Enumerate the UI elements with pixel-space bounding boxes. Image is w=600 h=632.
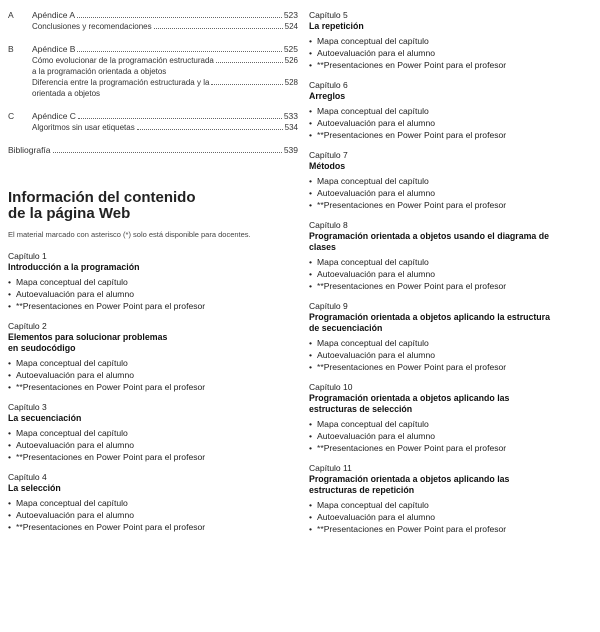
resource-label: Mapa conceptual del capítulo [317,257,429,267]
chapter-title [8,262,298,273]
resource-item [309,199,597,211]
resource-item [309,499,597,511]
chapter-block [309,150,597,211]
subsection-row [8,77,298,99]
resource-label: Autoevaluación para el alumno [16,370,135,380]
chapter-resources [309,337,597,373]
chapter-number: Capítulo 1 [8,251,47,261]
resource-label: Mapa conceptual del capítulo [317,36,429,46]
resource-label: Autoevaluación para el alumno [16,440,135,450]
bullet-icon: • [309,431,313,441]
subsection-page: 524 [284,22,298,31]
resource-item [309,129,597,141]
bullet-icon: • [309,338,313,348]
resource-label: **Presentaciones en Power Point para el profesor [317,200,507,210]
dot-leader [137,129,283,130]
resource-item [8,357,298,369]
chapter-block [8,472,298,533]
dot-leader [154,28,283,29]
bullet-icon: • [309,443,313,453]
subsection-title-line: Algoritmos sin usar etiquetas [32,123,135,132]
chapter-block [309,10,597,71]
bullet-icon: • [309,524,313,534]
chapter-title [8,413,298,424]
resource-label: **Presentaciones en Power Point para el profesor [16,452,206,462]
web-title-line-2: de la página Web [8,205,131,222]
chapter-number: Capítulo 8 [309,220,348,230]
chapter-title-line: Métodos [309,161,346,171]
resource-label: Autoevaluación para el alumno [317,512,436,522]
resource-item [309,35,597,47]
subsection-title-line: a la programación orientada a objetos [32,67,167,76]
bullet-icon: • [309,188,313,198]
resource-label: **Presentaciones en Power Point para el profesor [317,60,507,70]
subsection-title [32,77,209,99]
bullet-icon: • [309,106,313,116]
appendix-row [8,44,298,55]
chapter-title-line: Programación orientada a objetos usando el diagrama de [309,231,550,241]
resource-label: Mapa conceptual del capítulo [317,500,429,510]
chapter-title-line: Programación orientada a objetos aplicando las [309,393,510,403]
chapter-block [309,220,597,292]
resource-label: Mapa conceptual del capítulo [16,498,128,508]
chapter-block [8,402,298,463]
resource-item [309,59,597,71]
resource-item [8,497,298,509]
resource-item [309,187,597,199]
chapter-block [8,251,298,312]
resource-label: **Presentaciones en Power Point para el profesor [317,130,507,140]
chapters-left-list [8,251,298,533]
chapter-resources [309,499,597,535]
subsection-page: 534 [284,123,298,132]
appendix-entry [8,44,298,99]
bullet-icon: • [309,130,313,140]
chapter-resources [309,256,597,292]
chapter-block [8,321,298,393]
appendix-title: Apéndice A [32,10,76,20]
bullet-icon: • [8,370,12,380]
resource-item [309,523,597,535]
resource-label: **Presentaciones en Power Point para el profesor [16,301,206,311]
chapter-resources [8,276,298,312]
resource-label: Autoevaluación para el alumno [317,350,436,360]
appendix-page: 533 [283,111,298,121]
resource-label: **Presentaciones en Power Point para el profesor [16,522,206,532]
chapter-title [8,483,298,494]
resource-item [8,288,298,300]
appendix-letter: C [8,111,15,121]
chapter-resources [8,497,298,533]
bullet-icon: • [8,301,12,311]
appendix-page: 525 [283,44,298,54]
resource-item [8,439,298,451]
chapter-number: Capítulo 5 [309,10,348,20]
subsection-title [32,21,152,32]
resource-item [8,509,298,521]
web-section-title [8,190,298,222]
bullet-icon: • [309,362,313,372]
chapter-title-line: en seudocódigo [8,343,76,353]
chapter-resources [309,35,597,71]
bullet-icon: • [8,382,12,392]
chapter-title-line: La repetición [309,21,364,31]
bullet-icon: • [8,522,12,532]
resource-label: Autoevaluación para el alumno [16,510,135,520]
chapter-resources [309,105,597,141]
resource-label: Autoevaluación para el alumno [16,289,135,299]
bullet-icon: • [309,419,313,429]
bullet-icon: • [8,289,12,299]
chapter-resources [8,357,298,393]
resource-label: Autoevaluación para el alumno [317,269,436,279]
chapter-resources [309,175,597,211]
chapter-number: Capítulo 7 [309,150,348,160]
chapter-block [309,463,597,535]
bullet-icon: • [8,510,12,520]
chapter-number: Capítulo 4 [8,472,47,482]
subsection-row [8,55,298,77]
resource-item [309,47,597,59]
resource-item [8,427,298,439]
bullet-icon: • [309,60,313,70]
dot-leader [77,51,281,52]
bullet-icon: • [8,277,12,287]
chapter-number: Capítulo 10 [309,382,353,392]
resource-item [309,105,597,117]
resource-item [8,369,298,381]
resource-item [309,418,597,430]
bullet-icon: • [309,500,313,510]
resource-item [8,276,298,288]
bibliography-page: 539 [283,145,298,155]
resource-item [8,300,298,312]
chapter-resources [8,427,298,463]
bullet-icon: • [309,200,313,210]
resource-label: Mapa conceptual del capítulo [16,428,128,438]
chapter-title-line: La selección [8,483,61,493]
resource-item [8,451,298,463]
bullet-icon: • [8,440,12,450]
resource-label: **Presentaciones en Power Point para el profesor [317,524,507,534]
bullet-icon: • [309,36,313,46]
bullet-icon: • [309,281,313,291]
resource-label: **Presentaciones en Power Point para el profesor [317,443,507,453]
chapter-number: Capítulo 11 [309,463,352,473]
chapter-resources [309,418,597,454]
resource-label: Mapa conceptual del capítulo [317,176,429,186]
dot-leader [211,84,282,85]
resource-item [8,381,298,393]
chapter-title-line: de secuenciación [309,323,383,333]
resource-item [309,268,597,280]
bullet-icon: • [309,350,313,360]
appendix-letter: B [8,44,14,54]
resource-item [309,430,597,442]
web-section-note: El material marcado con asterisco (*) solo está disponible para docentes. [8,230,251,239]
resource-label: Mapa conceptual del capítulo [317,419,429,429]
bullet-icon: • [8,498,12,508]
resource-item [309,256,597,268]
resource-item [309,442,597,454]
appendix-title: Apéndice B [32,44,76,54]
resource-item [309,511,597,523]
chapter-title [309,161,597,172]
subsection-page: 528 [284,78,298,87]
subsection-page: 526 [284,56,298,65]
resource-label: Autoevaluación para el alumno [317,431,436,441]
subsection-title-line: Conclusiones y recomendaciones [32,22,152,31]
chapter-title [309,231,597,253]
appendix-letter: A [8,10,14,20]
right-column [309,10,597,544]
bibliography-title: Bibliografía [8,145,51,155]
subsection-row [8,122,298,133]
resource-item [309,349,597,361]
appendix-row [8,10,298,21]
subsection-title [32,55,214,77]
web-title-line-1: Información del contenido [8,189,196,206]
appendix-page: 523 [283,10,298,20]
resource-label: **Presentaciones en Power Point para el profesor [317,281,507,291]
chapter-title-line: estructuras de repetición [309,485,415,495]
chapter-title-line: Programación orientada a objetos aplicando las [309,474,510,484]
resource-item [309,175,597,187]
chapter-title-line: clases [309,242,336,252]
appendix-entry [8,10,298,32]
chapter-block [309,80,597,141]
bullet-icon: • [309,176,313,186]
resource-label: Autoevaluación para el alumno [317,48,436,58]
subsection-title-line: Cómo evolucionar de la programación estructurada [32,56,214,65]
chapter-number: Capítulo 9 [309,301,348,311]
bullet-icon: • [309,269,313,279]
bullet-icon: • [309,512,313,522]
resource-item [309,361,597,373]
chapter-title [309,312,597,334]
resource-label: **Presentaciones en Power Point para el profesor [317,362,507,372]
bullet-icon: • [309,48,313,58]
chapter-title-line: Elementos para solucionar problemas [8,332,168,342]
subsection-title-line: orientada a objetos [32,89,101,98]
chapter-title [309,474,597,496]
chapter-title [309,393,597,415]
resource-label: Autoevaluación para el alumno [317,118,436,128]
resource-label: **Presentaciones en Power Point para el profesor [16,382,206,392]
resource-label: Mapa conceptual del capítulo [16,358,128,368]
chapter-title-line: Programación orientada a objetos aplicando la estructura [309,312,550,322]
chapter-number: Capítulo 3 [8,402,47,412]
dot-leader [216,62,283,63]
chapter-title [309,21,597,32]
bullet-icon: • [309,118,313,128]
table-of-contents [8,10,298,133]
chapter-title [309,91,597,102]
chapter-block [309,301,597,373]
dot-leader [77,17,282,18]
subsection-row [8,21,298,32]
resource-item [309,337,597,349]
resource-item [309,280,597,292]
chapter-title-line: La secuenciación [8,413,82,423]
chapter-title-line: Arreglos [309,91,346,101]
left-column [8,10,298,542]
subsection-title [32,122,135,133]
resource-label: Mapa conceptual del capítulo [317,338,429,348]
bibliography-entry [8,145,298,156]
dot-leader [53,152,282,153]
chapter-number: Capítulo 2 [8,321,47,331]
appendix-row [8,111,298,122]
bullet-icon: • [8,358,12,368]
resource-label: Autoevaluación para el alumno [317,188,436,198]
chapters-right-list [309,10,597,535]
dot-leader [78,118,282,119]
appendix-title: Apéndice C [32,111,76,121]
subsection-title-line: Diferencia entre la programación estructurada y la [32,78,210,87]
chapter-block [309,382,597,454]
bullet-icon: • [309,257,313,267]
bullet-icon: • [8,428,12,438]
resource-label: Mapa conceptual del capítulo [317,106,429,116]
resource-item [8,521,298,533]
chapter-number: Capítulo 6 [309,80,348,90]
resource-item [309,117,597,129]
chapter-title-line: Introducción a la programación [8,262,140,272]
appendix-entry [8,111,298,133]
resource-label: Mapa conceptual del capítulo [16,277,128,287]
bullet-icon: • [8,452,12,462]
chapter-title-line: estructuras de selección [309,404,413,414]
chapter-title [8,332,298,354]
